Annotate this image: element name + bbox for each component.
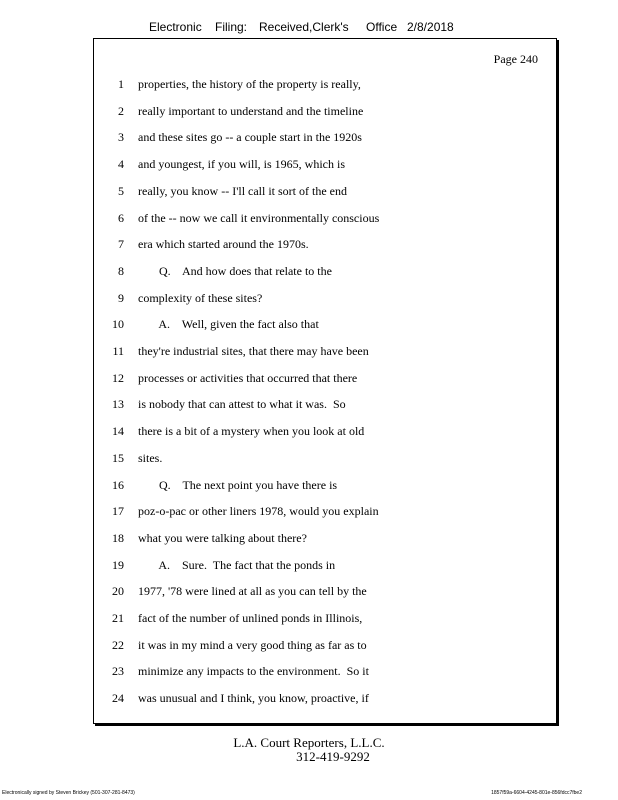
line-number: 16: [112, 477, 124, 492]
transcript-line: [94, 609, 556, 627]
line-number: 12: [112, 370, 124, 385]
line-text: it was in my mind a very good thing as far as to: [138, 637, 367, 652]
transcript-line: [94, 102, 556, 120]
header-filing: Filing:: [215, 20, 248, 34]
line-number: 6: [118, 210, 124, 225]
line-text: is nobody that can attest to what it was. So: [138, 397, 346, 412]
transcript-line: [94, 209, 556, 227]
transcript-line: [94, 689, 556, 707]
line-number: 22: [112, 637, 124, 652]
transcript-line: [94, 155, 556, 173]
line-number: 9: [118, 290, 124, 305]
transcript-line: [94, 128, 556, 146]
transcript-line: [94, 395, 556, 413]
line-number: 19: [112, 557, 124, 572]
line-text: was unusual and I think, you know, proactive, if: [138, 691, 369, 706]
line-text: minimize any impacts to the environment. So it: [138, 664, 369, 679]
transcript-line: [94, 556, 556, 574]
line-text: Q. The next point you have there is: [138, 477, 338, 492]
line-text: poz-o-pac or other liners 1978, would you explain: [138, 504, 379, 519]
footer-company: L.A. Court Reporters, L.L.C.: [233, 735, 385, 750]
footer-phone: 312-419-9292: [296, 749, 370, 764]
line-number: 21: [112, 611, 124, 625]
line-number: 18: [112, 530, 124, 545]
line-text: really important to understand and the timeline: [138, 103, 364, 118]
line-text: and youngest, if you will, is 1965, which is: [138, 157, 345, 172]
line-number: 7: [118, 237, 124, 252]
line-number: 24: [112, 691, 124, 706]
transcript-line: [94, 182, 556, 200]
line-number: 23: [112, 664, 124, 679]
transcript-line: [94, 636, 556, 654]
line-text: there is a bit of a mystery when you look at old: [138, 424, 365, 439]
transcript-page: [93, 38, 557, 724]
header-date: 2/8/2018: [407, 20, 454, 34]
line-number: 13: [112, 397, 124, 412]
transcript-line: [94, 662, 556, 680]
transcript-line: [94, 75, 556, 93]
transcript-line: [94, 422, 556, 440]
transcript-line: [94, 315, 556, 333]
transcript-line: [94, 342, 556, 360]
line-text: of the -- now we call it environmentally conscious: [138, 210, 380, 225]
transcript-line: [94, 235, 556, 253]
line-text: Q. And how does that relate to the: [138, 263, 332, 278]
signature-right: 1857f59a-6604-4245-801e-856fdcc7fbe2: [491, 790, 582, 796]
transcript-line: [94, 369, 556, 387]
line-text: era which started around the 1970s.: [138, 237, 309, 252]
line-text: 1977, '78 were lined at all as you can tell by the: [138, 584, 367, 599]
transcript-line: [94, 476, 556, 494]
line-text: A. Well, given the fact also that: [138, 317, 319, 332]
line-number: 20: [112, 584, 124, 599]
transcript-line: [94, 262, 556, 280]
transcript-line: [94, 582, 556, 600]
line-text: really, you know -- I'll call it sort of the end: [138, 183, 347, 198]
line-number: 17: [112, 504, 124, 519]
line-text: and these sites go -- a couple start in the 1920s: [138, 130, 362, 145]
line-text: fact of the number of unlined ponds in Illinois,: [138, 611, 363, 625]
signature-left: Electronically signed by Steven Brickey (501-307-281-8473): [2, 790, 135, 796]
header-electronic: Electronic: [149, 20, 202, 34]
line-number: 3: [118, 130, 124, 145]
line-number: 8: [118, 263, 124, 278]
line-number: 1: [118, 77, 124, 91]
line-text: complexity of these sites?: [138, 290, 263, 305]
header-office: Office: [366, 20, 398, 34]
transcript-line: [94, 529, 556, 547]
transcript-line: [94, 289, 556, 307]
line-text: they're industrial sites, that there may have been: [138, 344, 369, 358]
line-text: A. Sure. The fact that the ponds in: [138, 557, 336, 572]
line-number: 15: [112, 450, 124, 465]
transcript-line: [94, 502, 556, 520]
line-text: processes or activities that occurred that there: [138, 370, 358, 385]
line-number: 4: [118, 157, 124, 172]
line-number: 14: [112, 424, 124, 439]
line-number: 10: [112, 317, 124, 332]
transcript-line: [94, 449, 556, 467]
page-number: Page 240: [493, 52, 538, 66]
line-number: 5: [118, 183, 124, 198]
header-received: Received,Clerk's: [259, 20, 349, 34]
line-text: what you were talking about there?: [138, 530, 307, 545]
line-number: 2: [118, 103, 124, 118]
line-text: properties, the history of the property is really,: [138, 77, 361, 91]
line-text: sites.: [138, 450, 163, 465]
line-number: 11: [112, 344, 124, 358]
